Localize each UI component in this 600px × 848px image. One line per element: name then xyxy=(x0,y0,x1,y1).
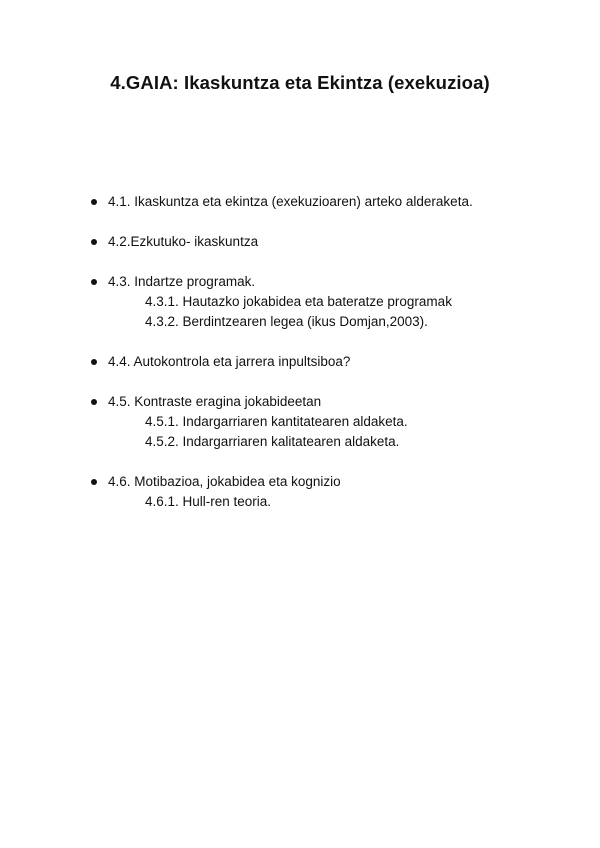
sub-item-label: 4.5.2. Indargarriaren kalitatearen aldaketa. xyxy=(145,434,400,449)
list-item-label: 4.3. Indartze programak. xyxy=(108,274,256,289)
list-item xyxy=(0,392,600,452)
bullet-icon xyxy=(91,239,97,245)
sub-item-line xyxy=(0,412,600,432)
bullet-icon xyxy=(91,199,97,205)
list-item-label: 4.2.Ezkutuko- ikaskuntza xyxy=(108,234,259,249)
bullet-icon xyxy=(91,359,97,365)
list-item-line xyxy=(0,232,600,252)
bullet-icon xyxy=(91,399,97,405)
sub-item-label: 4.5.1. Indargarriaren kantitatearen aldaketa. xyxy=(145,414,408,429)
list-item-label: 4.4. Autokontrola eta jarrera inpultsiboa? xyxy=(108,354,351,369)
list-item-line xyxy=(0,392,600,412)
list-item xyxy=(0,232,600,252)
list-item-label: 4.1. Ikaskuntza eta ekintza (exekuzioaren) arteko alderaketa. xyxy=(108,194,473,209)
list-item-label: 4.6. Motibazioa, jokabidea eta kognizio xyxy=(108,474,341,489)
list-item-line xyxy=(0,192,600,212)
list-item-line xyxy=(0,352,600,372)
list-item xyxy=(0,472,600,512)
sub-item-label: 4.3.2. Berdintzearen legea (ikus Domjan,2003). xyxy=(145,314,428,329)
list-item-line xyxy=(0,472,600,492)
sub-item-line xyxy=(0,432,600,452)
list-item xyxy=(0,192,600,212)
list-item xyxy=(0,352,600,372)
list-item-label: 4.5. Kontraste eragina jokabideetan xyxy=(108,394,322,409)
sub-item-label: 4.3.1. Hautazko jokabidea eta bateratze programak xyxy=(145,294,452,309)
bullet-icon xyxy=(91,479,97,485)
page-title: 4.GAIA: Ikaskuntza eta Ekintza (exekuzioa) xyxy=(110,72,490,93)
list-item xyxy=(0,272,600,332)
sub-item-line xyxy=(0,312,600,332)
topic-list xyxy=(0,192,600,532)
sub-item-label: 4.6.1. Hull-ren teoria. xyxy=(145,494,272,509)
sub-item-line xyxy=(0,292,600,312)
bullet-icon xyxy=(91,279,97,285)
list-item-line xyxy=(0,272,600,292)
sub-item-line xyxy=(0,492,600,512)
